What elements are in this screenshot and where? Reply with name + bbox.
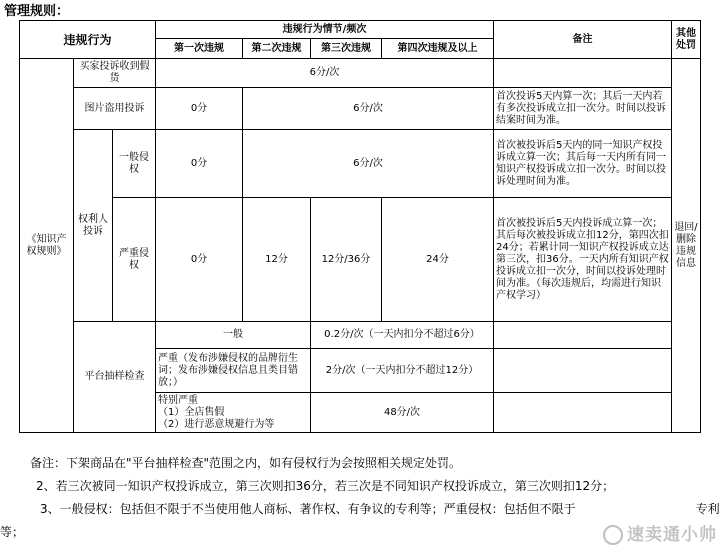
general-rest: 6分/次 [243, 130, 494, 198]
note-3-tail: 专利 [695, 502, 720, 516]
severe-third: 12分/36分 [311, 198, 382, 322]
note-3 [0, 498, 723, 521]
platform-severe-penalty: 2分/次（一天内扣分不超过12分） [311, 349, 494, 393]
image-theft-rest: 6分/次 [243, 88, 494, 130]
header-first: 第一次违规 [156, 39, 243, 59]
general-label: 一般侵权 [113, 130, 156, 198]
buyer-complaint-remark [494, 59, 672, 88]
note-3-text: 3、一般侵权：包括但不限于不当使用他人商标、著作权、有争议的专利等；严重侵权：包括但不限于 [40, 502, 576, 516]
platform-special-item-2: （2）进行恶意规避行为等 [158, 418, 275, 430]
watermark [603, 520, 717, 545]
platform-general-penalty: 0.2分/次（一天内扣分不超过6分） [311, 322, 494, 349]
note-2: 2、若三次被同一知识产权投诉成立，第三次则扣36分，若三次是不同知识产权投诉成立，第三次则扣12分； [36, 479, 615, 493]
note-4: 等； [0, 525, 25, 539]
platform-special-item-1: （1）全店售假 [158, 406, 225, 418]
platform-general-label: 一般 [156, 322, 311, 349]
header-other-penalty: 其他处罚 [672, 21, 701, 59]
general-remark: 首次被投诉后5天内的同一知识产权投诉成立算一次；其后每一天内所有同一知识产权投诉成立扣一次分。时间以投诉处理时间为准。 [494, 130, 672, 198]
severe-label: 严重侵权 [113, 198, 156, 322]
rules-table [19, 20, 701, 433]
platform-severe-remark [494, 349, 672, 393]
platform-severe-label: 严重（发布涉嫌侵权的品牌衍生词；发布涉嫌侵权信息且类目错放；） [156, 349, 311, 393]
page-heading: 管理规则： [4, 4, 70, 19]
image-theft-label: 图片盗用投诉 [74, 88, 156, 130]
watermark-text: 速卖通小帅 [627, 525, 717, 545]
buyer-complaint-penalty: 6分/次 [156, 59, 494, 88]
image-theft-first: 0分 [156, 88, 243, 130]
image-theft-remark: 首次投诉5天内算一次；其后一天内若有多次投诉成立扣一次分。时间以投诉结案时间为准。 [494, 88, 672, 130]
header-second: 第二次违规 [243, 39, 311, 59]
watermark-logo-icon [603, 525, 623, 545]
severe-first: 0分 [156, 198, 243, 322]
header-remark: 备注 [494, 21, 672, 59]
note-1: 备注：下架商品在"平台抽样检查"范围之内，如有侵权行为会按照相关规定处罚。 [30, 456, 462, 470]
header-circumstance: 违规行为情节/频次 [156, 21, 494, 39]
severe-remark: 首次被投诉后5天内投诉成立算一次；其后每次被投诉成立扣12分，第四次扣24分；若累计同一知识产权投诉成立达第三次，扣36分。一天内所有知识产权投诉成立扣一次分，时间以投诉处理时间为准。（每次违规后，均需进行知识产权学习） [494, 198, 672, 322]
platform-label: 平台抽样检查 [74, 322, 156, 433]
header-third: 第三次违规 [311, 39, 382, 59]
severe-second: 12分 [243, 198, 311, 322]
header-fourth: 第四次违规及以上 [382, 39, 494, 59]
severe-fourth: 24分 [382, 198, 494, 322]
platform-special-label [156, 393, 311, 433]
header-violation: 违规行为 [20, 21, 156, 59]
rights-holder-label: 权利人投诉 [74, 130, 113, 322]
platform-special-penalty: 48分/次 [311, 393, 494, 433]
platform-general-remark [494, 322, 672, 349]
other-penalty-value: 退回/删除违规信息 [672, 59, 701, 433]
buyer-complaint-label: 买家投诉收到假货 [74, 59, 156, 88]
rule-name: 《知识产权规则》 [20, 59, 74, 433]
platform-special-remark [494, 393, 672, 433]
general-first: 0分 [156, 130, 243, 198]
platform-special-title: 特别严重 [158, 394, 198, 406]
